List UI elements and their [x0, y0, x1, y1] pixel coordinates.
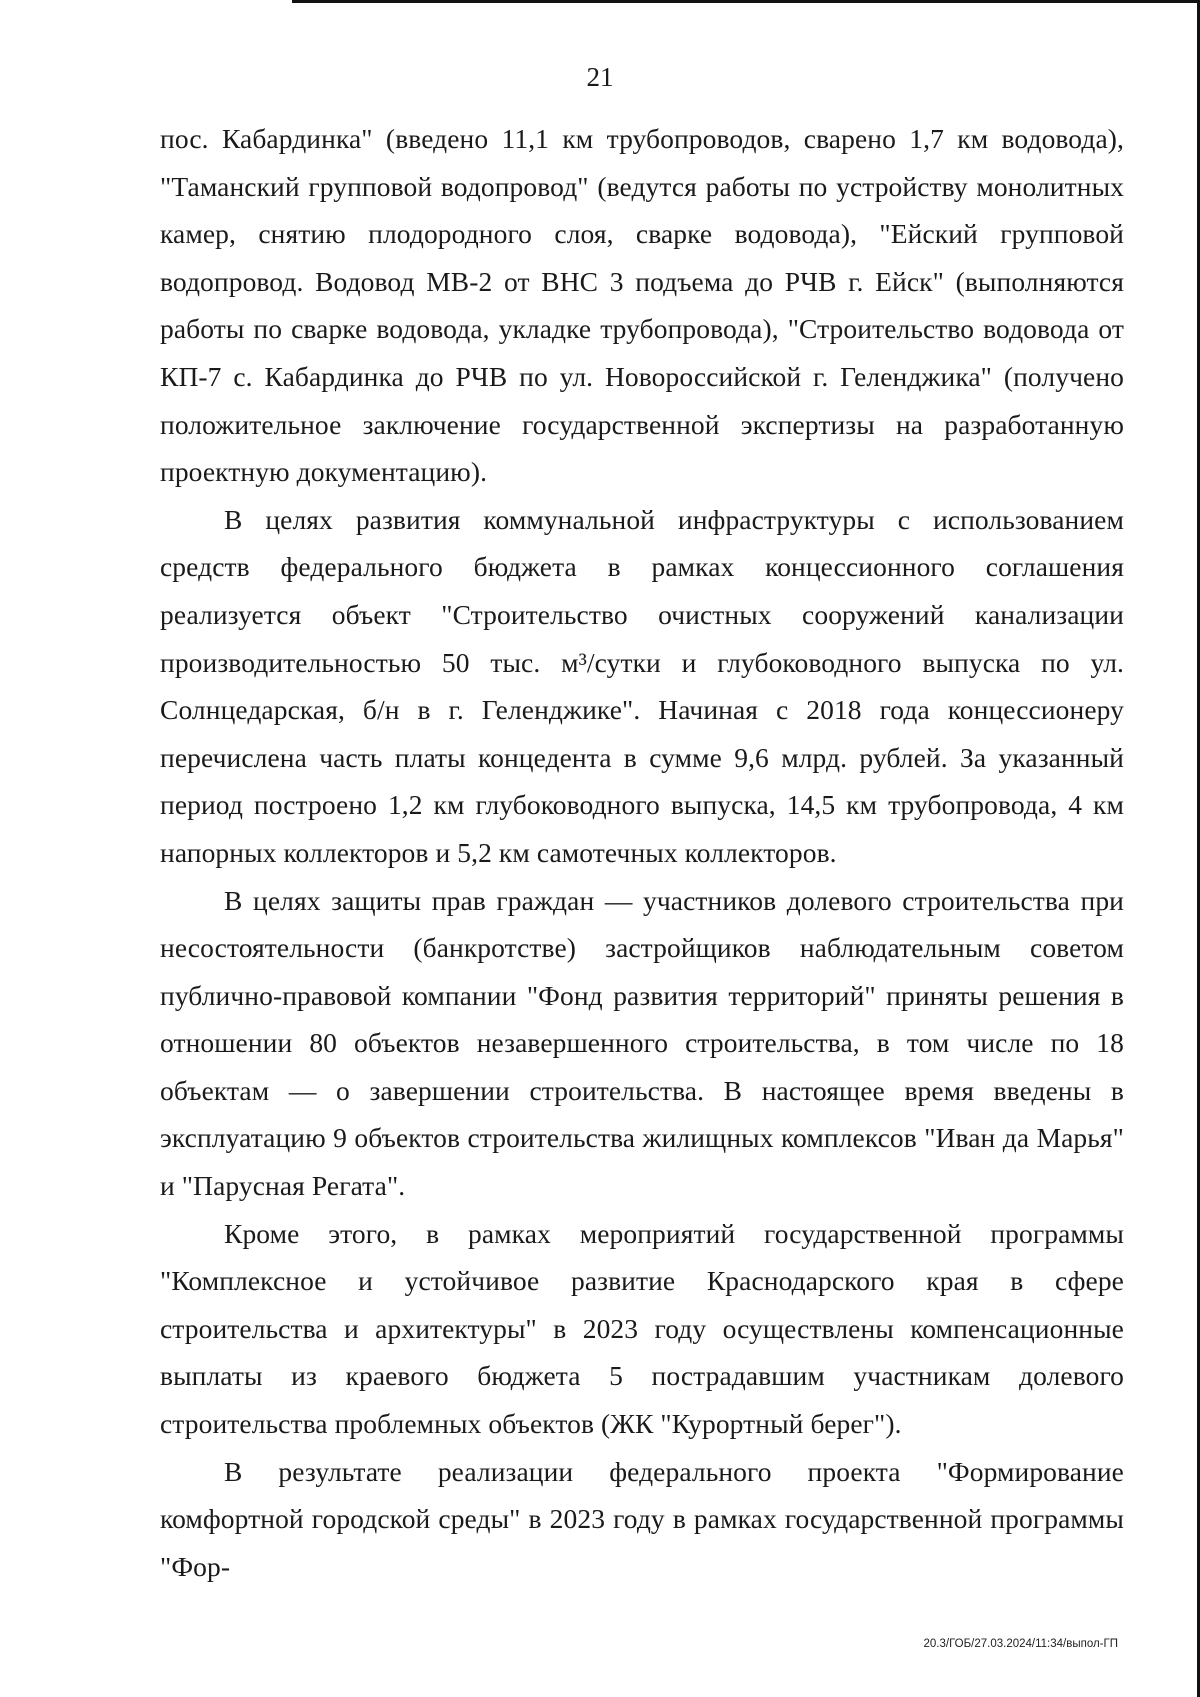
scan-edge-top: [292, 0, 1200, 3]
paragraph-1: пос. Кабардинка" (введено 11,1 км трубопроводов, сварено 1,7 км водовода), "Таманский групповой водопровод" (ведутся работы по устройству монолитных камер, снятию плодородного слоя, сварке водовода), "Ейский групповой водопровод. Водовод МВ-2 от ВНС 3 подъема до РЧВ г. Ейск" (выполняются работы по сварке водовода, укладке трубопровода), "Строительство водовода от КП-7 с. Кабардинка до РЧВ по ул. Новороссийской г. Геленджика" (получено положительное заключение государственной экспертизы на разработанную проектную документацию).: [160, 123, 1124, 488]
paragraph-4: Кроме этого, в рамках мероприятий государственной программы "Комплексное и устойчивое развитие Краснодарского края в сфере строительства и архитектуры" в 2023 году осуществлены компенсационные выплаты из краевого бюджета 5 пострадавшим участникам долевого строительства проблемных объектов (ЖК "Курортный берег").: [160, 1217, 1124, 1440]
body-text: [160, 115, 1124, 1590]
paragraph-5: В результате реализации федерального проекта "Формирование комфортной городской среды" в 2023 году в рамках государственной программы "Фор-: [160, 1455, 1124, 1582]
paragraph-3: В целях защиты прав граждан — участников долевого строительства при несостоятельности (банкротстве) застройщиков наблюдательным советом публично-правовой компании "Фонд развития территорий" приняты решения в отношении 80 объектов незавершенного строительства, в том числе по 18 объектам — о завершении строительства. В настоящее время введены в эксплуатацию 9 объектов строительства жилищных комплексов "Иван да Марья" и "Парусная Регата".: [160, 884, 1124, 1202]
paragraph-2: В целях развития коммунальной инфраструктуры с использованием средств федерального бюджета в рамках концессионного соглашения реализуется объект "Строительство очистных сооружений канализации производительностью 50 тыс. м³/сутки и глубоководного выпуска по ул. Солнцедарская, б/н в г. Геленджике". Начиная с 2018 года концессионеру перечислена часть платы концедента в сумме 9,6 млрд. рублей. За указанный период построено 1,2 км глубоководного выпуска, 14,5 км трубопровода, 4 км напорных коллекторов и 5,2 км самотечных коллекторов.: [160, 503, 1124, 868]
document-code: 20.3/ГОБ/27.03.2024/11:34/выпол-ГП: [923, 1638, 1118, 1650]
page-number: 21: [586, 62, 614, 92]
